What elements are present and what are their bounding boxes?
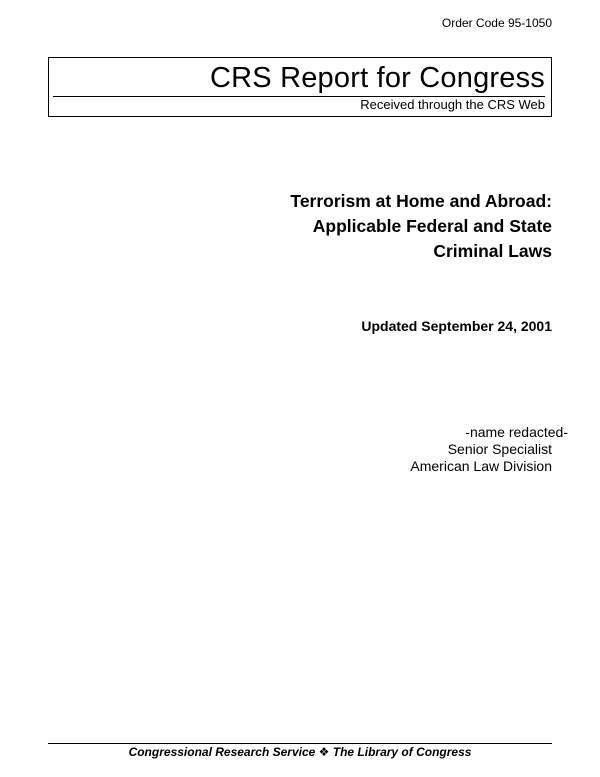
author-name: -name redacted- — [465, 424, 568, 440]
report-title-line: Applicable Federal and State — [312, 216, 552, 236]
author-division: American Law Division — [410, 458, 552, 474]
crs-report-banner — [48, 57, 552, 117]
report-title-line: Criminal Laws — [433, 241, 552, 261]
report-title — [290, 189, 552, 264]
order-code: Order Code 95-1050 — [441, 16, 552, 30]
author-position: Senior Specialist — [447, 441, 552, 457]
author-block — [410, 424, 568, 475]
footer-text: Congressional Research Service ❖ The Library of Congress — [128, 745, 472, 759]
footer-divider — [48, 743, 552, 744]
banner-title: CRS Report for Congress — [210, 62, 545, 94]
updated-date: Updated September 24, 2001 — [361, 318, 552, 334]
report-title-line: Terrorism at Home and Abroad: — [290, 191, 552, 211]
banner-subtitle: Received through the CRS Web — [360, 97, 545, 112]
